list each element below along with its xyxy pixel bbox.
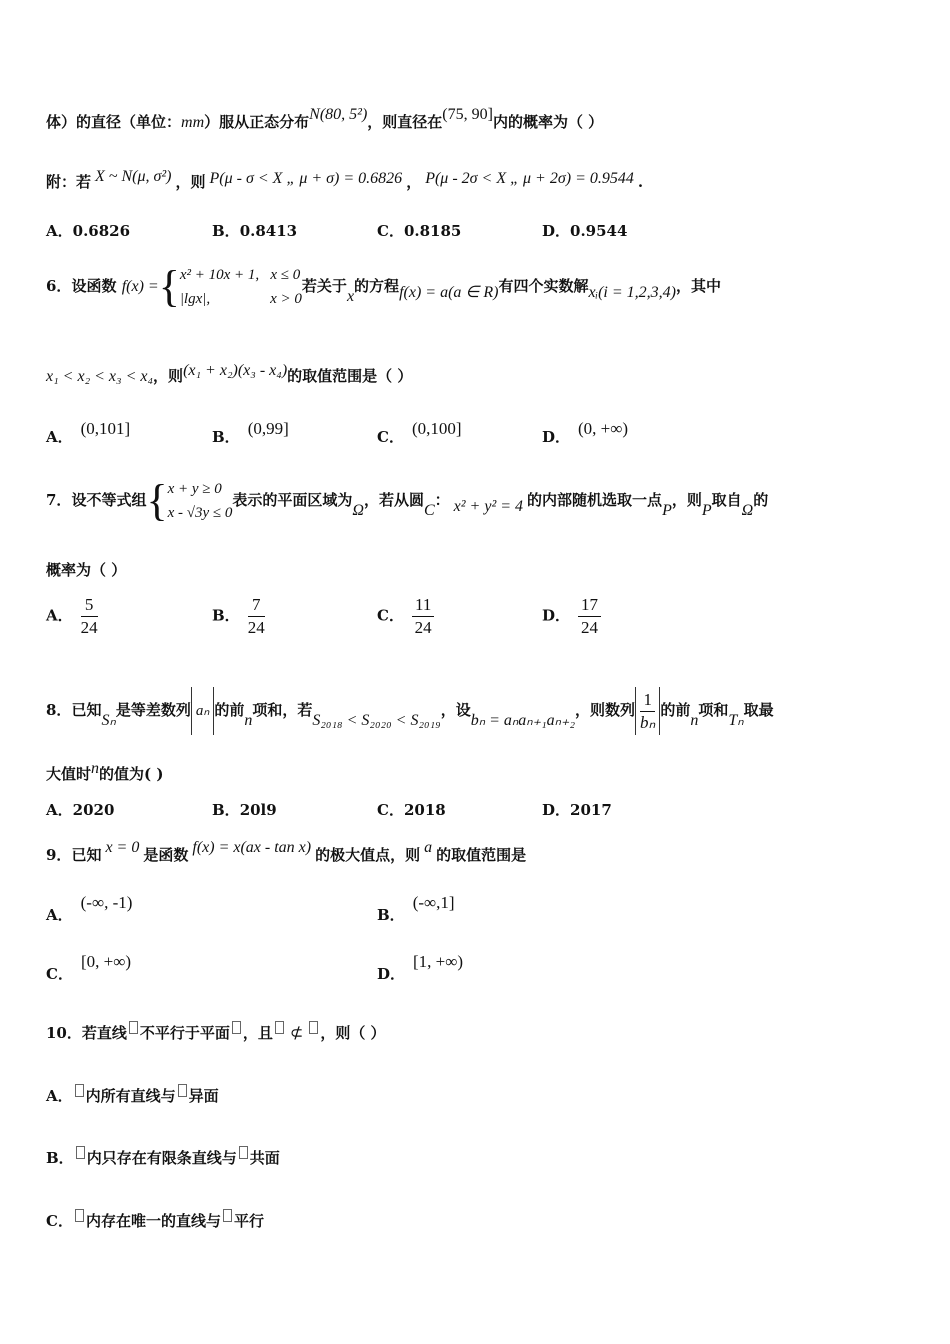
- q7-brace: {: [146, 476, 168, 525]
- q8-stem-2: [46, 760, 164, 785]
- q6-order: x₁ < x₂ < x₃ < x₄: [46, 368, 154, 385]
- q5-note: 附：若 X ~ N(μ, σ²) ，则 P(μ - σ < X „ μ + σ) = 0.6826 ， P(μ - 2σ < X „ μ + 2σ) = 0.9544 .: [46, 168, 644, 191]
- q5-interval: (75, 90]: [442, 106, 493, 123]
- q7-option-b[interactable]: [212, 594, 265, 639]
- q10-option-b[interactable]: [46, 1146, 280, 1168]
- q7-ineq-1: x + y ≥ 0: [167, 481, 222, 497]
- q7-number: 7．: [46, 491, 72, 509]
- q6-case-1: x² + 10x + 1, x ≤ 0: [179, 267, 301, 283]
- q8-text-11: 的值为( ): [99, 765, 164, 783]
- q6-option-d[interactable]: [542, 419, 629, 447]
- q8-option-d-value: 2017: [570, 801, 612, 819]
- q8-option-a-letter: A．: [46, 801, 73, 819]
- q10-option-c-text-1: 内存在唯一的直线与: [85, 1212, 221, 1230]
- q10-option-a[interactable]: [46, 1084, 219, 1106]
- q8-n-3: n: [91, 760, 100, 777]
- q6-option-c-value: (0,100]: [411, 419, 462, 438]
- q10-text-2: 不平行于平面: [139, 1024, 230, 1042]
- q7-text-7: 取自: [711, 491, 742, 509]
- q10-option-a-text-1: 内所有直线与: [85, 1087, 176, 1105]
- q7-text-9: 概率为（ ）: [46, 561, 127, 579]
- q5-note-then: ，则: [175, 173, 206, 191]
- q7-option-c-fraction: $\frac{11}{24}$: [412, 594, 434, 639]
- q8-stem: [46, 686, 774, 735]
- q7-option-a-letter: A．: [46, 606, 73, 625]
- q9-option-a-value: (-∞, -1): [80, 893, 133, 912]
- q6-option-c[interactable]: [377, 419, 462, 447]
- missing-glyph-icon: [178, 1084, 187, 1097]
- q8-text-8: 项和: [698, 701, 729, 719]
- missing-glyph-icon: [75, 1084, 84, 1097]
- missing-glyph-icon: [75, 1209, 84, 1222]
- q5-text-4: 内的概率为（ ）: [492, 113, 604, 131]
- q7-circle: C: [423, 502, 435, 519]
- q5-option-a-letter: A．: [46, 222, 73, 240]
- q8-text-9: 取最: [743, 701, 774, 719]
- q9-text-4: 的取值范围是: [436, 846, 527, 864]
- q7-point-2: P: [701, 502, 712, 519]
- q8-n-2: n: [690, 712, 699, 729]
- q9-text-3: 的极大值点，则: [315, 846, 421, 864]
- q8-option-c-value: 2018: [403, 801, 446, 819]
- q6-text-6: ，则: [153, 367, 184, 385]
- q8-option-d[interactable]: [542, 799, 612, 820]
- q8-text-7: 的前: [660, 701, 691, 719]
- q8-option-b-letter: B．: [212, 801, 240, 819]
- q8-tn: Tₙ: [728, 712, 744, 729]
- q6-option-b-letter: B．: [212, 428, 240, 446]
- q5-text-3: ，则直径在: [367, 113, 443, 131]
- q7-option-c[interactable]: [377, 594, 434, 639]
- q8-option-a-value: 2020: [72, 801, 115, 819]
- q7-text-2: 表示的平面区域为: [232, 491, 353, 509]
- q8-text-1: 已知: [71, 701, 102, 719]
- q8-option-c[interactable]: [377, 799, 446, 820]
- q10-text-3: ，且: [242, 1024, 273, 1042]
- missing-glyph-icon: [129, 1021, 138, 1034]
- q5-option-a[interactable]: [46, 220, 130, 241]
- q5-option-b-value: 0.8413: [239, 222, 298, 240]
- q8-inequality: S₂₀₁₈ < S₂₀₂₀ < S₂₀₁₉: [312, 712, 441, 729]
- q7-cases: [168, 477, 233, 525]
- q5-option-b[interactable]: [212, 220, 297, 241]
- q9-x0: x = 0: [105, 839, 140, 856]
- q8-n: n: [244, 712, 253, 729]
- q5-note-prefix: 附：若: [46, 173, 92, 191]
- q8-text-10: 大值时: [46, 765, 92, 783]
- q7-omega: Ω: [352, 502, 364, 519]
- q10-stem: [46, 1021, 386, 1044]
- q9-text-2: 是函数: [143, 846, 189, 864]
- q5-option-c-letter: C．: [377, 222, 404, 240]
- q7-text-5: 的内部随机选取一点: [527, 491, 663, 509]
- q6-option-d-letter: D．: [542, 428, 571, 446]
- q6-option-b-value: (0,99]: [247, 419, 289, 438]
- q6-option-d-value: (0, +∞): [578, 419, 629, 438]
- q7-ineq-2: x - √3y ≤ 0: [167, 505, 233, 521]
- q6-case-2: |lgx|, x > 0: [179, 291, 302, 307]
- q9-option-b-value: (-∞,1]: [412, 893, 455, 912]
- q8-sn: Sₙ: [101, 712, 116, 729]
- q6-text-3: 的方程: [354, 277, 400, 295]
- q6-stem: [46, 262, 721, 311]
- q10-option-b-letter: B．: [46, 1149, 74, 1167]
- q7-point: P: [662, 502, 672, 519]
- q5-text-2: ）服从正态分布: [204, 113, 310, 131]
- q10-option-c[interactable]: [46, 1209, 264, 1231]
- q7-option-a-fraction: $\frac{5}{24}$: [80, 595, 98, 637]
- q6-text-4: 有四个实数解: [498, 277, 589, 295]
- q10-option-c-letter: C．: [46, 1212, 73, 1230]
- q10-number: 10．: [46, 1024, 82, 1042]
- q7-text-4: ：: [434, 491, 450, 509]
- q7-omega-2: Ω: [741, 502, 754, 519]
- q7-option-a[interactable]: [46, 594, 98, 639]
- q7-text-8: 的: [753, 491, 769, 509]
- missing-glyph-icon: [275, 1021, 284, 1034]
- q7-option-d[interactable]: [542, 594, 601, 639]
- q10-not-subset: ⊄: [289, 1025, 304, 1042]
- missing-glyph-icon: [223, 1209, 232, 1222]
- q9-a: a: [424, 839, 433, 856]
- q5-note-distribution: X ~ N(μ, σ²): [95, 168, 172, 185]
- q8-option-c-letter: C．: [377, 801, 404, 819]
- q9-option-c-value: [0, +∞): [80, 952, 131, 971]
- q6-text-1: 设函数: [71, 277, 117, 295]
- q6-solutions: xᵢ(i = 1,2,3,4): [588, 284, 676, 301]
- q6-option-a-letter: A．: [46, 428, 73, 446]
- q9-function: f(x) = x(ax - tan x): [192, 839, 312, 856]
- q9-option-c[interactable]: [46, 952, 131, 984]
- q5-option-a-value: 0.6826: [72, 222, 131, 240]
- q6-text-5: ，其中: [675, 277, 721, 295]
- q6-number: 6．: [46, 277, 72, 295]
- q6-equation: f(x) = a(a ∈ R): [399, 284, 499, 301]
- q10-option-b-text-1: 内只存在有限条直线与: [86, 1149, 237, 1167]
- q10-text-4: ，则（ ）: [320, 1024, 386, 1042]
- q7-option-b-fraction: $\frac{7}{24}$: [247, 595, 265, 637]
- q8-option-b-value: 20l9: [239, 801, 277, 819]
- q6-expression: (x₁ + x₂)(x₃ - x₄): [183, 362, 288, 379]
- q5-distribution: N(80, 5²): [309, 106, 368, 123]
- q7-stem-2: [46, 560, 126, 580]
- q10-option-c-text-2: 平行: [233, 1212, 264, 1230]
- q8-bn: bₙ = aₙaₙ₊₁aₙ₊₂: [470, 712, 576, 729]
- q8-text-2: 是等差数列: [115, 701, 191, 719]
- q7-text-6: ，则: [671, 491, 702, 509]
- q6-option-a[interactable]: [46, 419, 131, 447]
- q9-option-b-letter: B．: [377, 906, 405, 924]
- q6-brace: {: [158, 262, 180, 311]
- q8-text-6: ，则数列: [575, 701, 636, 719]
- q9-option-b[interactable]: [377, 893, 455, 925]
- q8-option-a[interactable]: [46, 799, 114, 820]
- q7-option-d-fraction: $\frac{17}{24}$: [578, 594, 601, 639]
- q7-stem: [46, 476, 768, 525]
- q5-option-c[interactable]: [377, 220, 461, 241]
- q9-option-a-letter: A．: [46, 906, 73, 924]
- q10-option-a-text-2: 异面: [188, 1087, 219, 1105]
- q5-prob-2: P(μ - 2σ < X „ μ + 2σ) = 0.9544: [425, 170, 634, 187]
- q8-option-b[interactable]: [212, 799, 277, 820]
- missing-glyph-icon: [232, 1021, 241, 1034]
- q8-text-3: 的前: [214, 701, 245, 719]
- q9-stem: [46, 839, 527, 866]
- q8-an: aₙ: [191, 687, 214, 735]
- q7-circle-eq: x² + y² = 4: [453, 498, 524, 515]
- q8-reciprocal: $\frac{1}{\text{bₙ}}$: [635, 687, 660, 735]
- q5-option-b-letter: B．: [212, 222, 240, 240]
- q7-text-1: 设不等式组: [71, 491, 147, 509]
- q6-option-a-value: (0,101]: [80, 419, 131, 438]
- q9-number: 9．: [46, 846, 72, 864]
- q6-var: x: [346, 288, 355, 305]
- q5-prob-1: P(μ - σ < X „ μ + σ) = 0.6826: [209, 170, 403, 187]
- q10-text-1: 若直线: [81, 1024, 127, 1042]
- q9-option-d-value: [1, +∞): [413, 952, 464, 971]
- q6-text-2: 若关于: [301, 277, 347, 295]
- q5-stem: [46, 106, 604, 133]
- q8-text-4: 项和，若: [252, 701, 313, 719]
- q8-option-d-letter: D．: [542, 801, 571, 819]
- q7-text-3: ，若从圆: [363, 491, 424, 509]
- q5-option-c-value: 0.8185: [403, 222, 462, 240]
- q9-text-1: 已知: [71, 846, 102, 864]
- q10-option-a-letter: A．: [46, 1087, 73, 1105]
- missing-glyph-icon: [309, 1021, 318, 1034]
- q6-function: f(x) =: [121, 278, 159, 295]
- q5-text-1: 体）的直径（单位：: [46, 113, 182, 131]
- missing-glyph-icon: [239, 1146, 248, 1159]
- q5-option-d[interactable]: [542, 220, 627, 241]
- q5-unit: mm: [181, 114, 205, 131]
- q5-option-d-letter: D．: [542, 222, 571, 240]
- q6-text-7: 的取值范围是（ ）: [287, 367, 413, 385]
- q6-stem-2: [46, 362, 413, 387]
- q6-cases: [180, 263, 302, 311]
- q7-option-c-letter: C．: [377, 606, 404, 625]
- q7-option-b-letter: B．: [212, 606, 240, 625]
- q6-option-c-letter: C．: [377, 428, 404, 446]
- q9-option-d-letter: D．: [377, 965, 406, 983]
- q9-option-a[interactable]: [46, 893, 133, 925]
- q10-option-b-text-2: 共面: [249, 1149, 280, 1167]
- q7-option-d-letter: D．: [542, 606, 571, 625]
- q5-option-d-value: 0.9544: [570, 222, 628, 240]
- q9-option-c-letter: C．: [46, 965, 73, 983]
- missing-glyph-icon: [76, 1146, 85, 1159]
- q9-option-d[interactable]: [377, 952, 464, 984]
- q8-number: 8．: [46, 701, 72, 719]
- q6-option-b[interactable]: [212, 419, 289, 447]
- q8-text-5: ，设: [440, 701, 471, 719]
